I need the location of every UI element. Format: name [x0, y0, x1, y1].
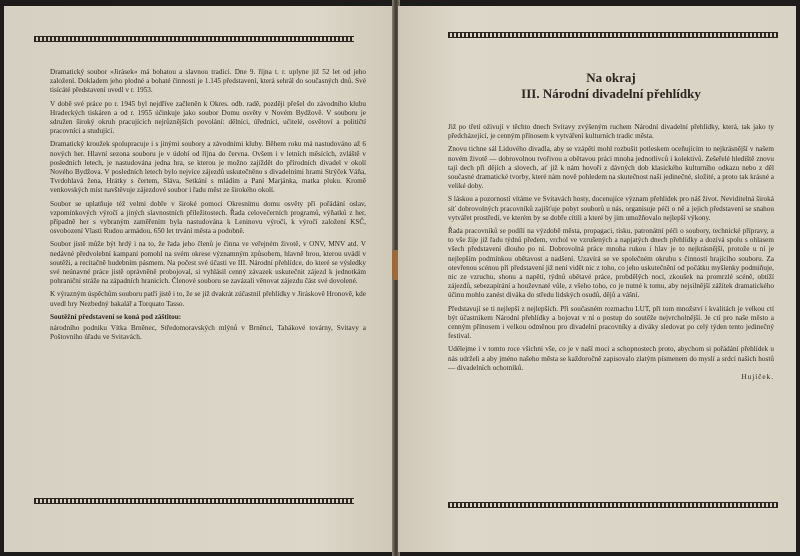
left-page — [4, 6, 394, 552]
bottom-ornament-rule — [448, 502, 778, 508]
paragraph: Soubor se uplatňuje též velmi dobře v široké pomoci Okresnímu domu osvěty při pořádání oslav, vzpomínkových výročí a jiných slavnostních příležitostech. Řada celovečerních programů, výňatků z her, případně her s vybraným zaměřením byla nastudována k Leninovu výročí, k výročí založení KSČ, osvobození Vlasti Rudou armádou, 650 let trvání města a podobně. — [50, 199, 366, 236]
left-page-body — [50, 68, 366, 346]
paragraph: K výrazným úspěchům souboru patří jistě i to, že se již dvakrát zúčastnil přehlídky v Jiráskově Hronově, kde uvedl hry Nezbedný bakalář a Torquato Tasso. — [50, 290, 366, 308]
paragraph: Řada pracovníků se podílí na výzdobě města, propagaci, tisku, patronátní péči o soubory, technické přípravy, a to vše žije již řadu týdnů předem, vrchol ve vzrušených a napjatých dnech přehlídky a dozívá spolu s ohlasem všech představení dlouho po ní. Dobrovolná práce mnoha rukou i hlav je to nejkrásnější, protože u ní je nejlepším podmínkou obětavost a nadšení. Uzavírá se ve společném okruhu s činností hrajícího souboru. Za otevřenou scénou při představení již není vidět nic z toho, co jeho uskutečnění od počátku myšlenky podmiňuje, nic ze vzruchu, shonu a napětí, týdnů obětavé práce, probdělých nocí, zkoušek na promrzlé scéně, obtíží zájezdů, sebezapírání a houževnaté vůle, z všeho toho, co je nutné k tomu, aby nejsilnější zážitek dramatického účinu mohlo zanést diváka do středu lidských osudů, dějů a vášní. — [448, 227, 774, 300]
paragraph: Udělejme i v tomto roce všichni vše, co je v naší moci a schopnostech proto, abychom si pořádání přehlídek u nás udrželi a aby jméno našeho města se každoročně zapisovalo zlatým písmenem do myslí a srdcí našich hostů — divadelních ochotníků. — [448, 345, 774, 372]
paragraph: V době své práce po r. 1945 byl nejdříve začleněn k Okres. odb. radě, později přešel do závodního klubu Hradeckých tiskáren a od r. 1955 účinkuje jako soubor Domu osvěty v Novém Bydžově. V souboru je sdružen široký okruh pracujících nejrůznějších povolání: dělníci, úředníci, učitelé, osvětoví a političtí pracovníci a studující. — [50, 99, 366, 136]
right-page-body — [448, 123, 774, 386]
page-title: Na okraj — [586, 70, 636, 85]
paragraph: Dramatický soubor »Jirásek« má bohatou a slavnou tradici. Dne 9. října t. r. uplyne již 52 let od jeho založení. Dokladem jeho plodné a bohaté činnosti je 1.145 představení, která sehrál do současných dnů. Své tisícáté představení uvedl v r. 1953. — [50, 68, 366, 95]
paragraph: Soubor jistě může být hrdý i na to, že řada jeho členů je činna ve veřejném životě, v ONV, MNV atd. V nedávné předvolební kampani pomohl na svém okrese významným způsobem, hlavně hrou, kterou uvádí v soutěži, a recitačně hudebním pásmem. Na počest své účasti ve III. Národní přehlídce, do které se výsledky své neúnavné práce jistě oprávněně probojoval, si vyhlásil cenný závazek uskutečnit zájezd k jednotkám pohraniční stráže na západních hranicích. Členové souboru se zavázali věnovat zájezdu část své dovolené. — [50, 240, 366, 286]
paragraph: Znovu tichne sál Lidového divadla, aby se vzápětí mohl rozbušit potleskem oceňujícím to nejkrásnější v našem novém životě — dobrovolnou tvořivou a obětavou práci mnoha jednotlivců i kolektivů. Zešeřelé hlediště znovu tají dech při dějích a slovech, ať již k nám hovoří z dávných dob klasického kulturního odkazu nebo z děl současné dramatické tvorby, které nám nově pohledem na skutečnost naši jedinečné, složité, a proto tak krásné a veliké doby. — [448, 145, 774, 191]
bottom-ornament-rule — [34, 498, 354, 504]
signature: Hujíček. — [741, 373, 774, 382]
top-ornament-rule — [448, 32, 778, 38]
page-subtitle: III. Národní divadelní přehlídky — [521, 86, 701, 101]
top-ornament-rule — [34, 36, 354, 42]
paragraph: S láskou a pozorností vítáme ve Svitavách hosty, docenujíce význam přehlídek pro náš život. Neviditelná široká síť dobrovolných pracovníků zajišťuje pobyt souborů u nás, organisuje péči o ně a jejich představení se snahou vytvářet prostředí, ve kterém by se dobře cítili a které by jim umožňovalo nejlepší výkony. — [448, 195, 774, 222]
sponsor-title: Soutěžní představení se koná pod záštitou: — [50, 312, 182, 321]
sponsor-text: národního podniku Vítka Brněnec, Středomoravských mlýnů v Brněnci, Tabákové továrny, Svitavy a Poštovního úřadu ve Svitavách. — [50, 324, 366, 342]
paragraph: Již po třetí oživují v těchto dnech Svitavy zvýšeným ruchem Národní divadelní přehlídky, která, tak jako ty předcházející, je cenným přínosem k vytváření kulturních tradic města. — [448, 123, 774, 141]
paragraph: Představují se ti nejlepší z nejlepších. Při současném rozmachu LUT, při tom množství i kvalitách je velkou ctí být účastníkem Národní přehlídky a bojovat v ní o postup do soutěže nejvrcholnější. Je ctí pro naše město a cenným přínosem i velkou odměnou pro divadelní pracovníky a diváky sledovat po celý týden tento jedinečný festival. — [448, 304, 774, 341]
paragraph: Dramatický kroužek spolupracuje i s jinými soubory a závodními kluby. Během roku má nastudováno až 6 nových her. Hlavní sezona souboru je v údobí od října do června. Ovšem i v letních měsících, zvláště v posledních letech, je nastudována jedna hra, se kterou je možno zajíždět do přírodních divadel v okolí Nového Bydžova. V posledních letech bylo nejvíce zájezdů uskutečněno s divadelními hrami Strýček Váňa, Tvrdohlavá žena, Hrátky s čertem, Sláva, Setkání s mládím a Paní Marjánka, matka pluku. Kromě venkovských míst navštěvuje zájezdové soubor i řadu měst ze širokého okolí. — [50, 140, 366, 195]
right-page — [398, 6, 796, 552]
